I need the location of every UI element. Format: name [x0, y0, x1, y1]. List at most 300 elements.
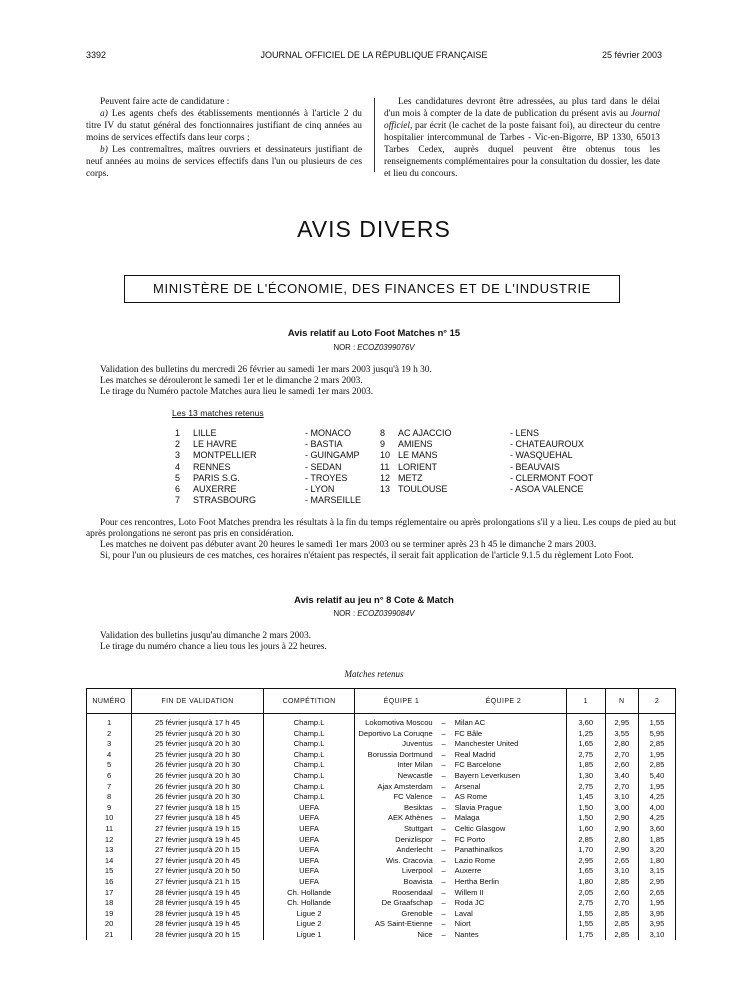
- cell-equipe-2: Bayern Leverkusen: [455, 771, 567, 782]
- table-row: [87, 750, 676, 761]
- cell-cote-2: 3,10: [638, 930, 675, 941]
- cell-cote-1: 1,50: [566, 813, 605, 824]
- cell-cote-1: 1,65: [566, 739, 605, 750]
- team-separator: –: [441, 749, 446, 759]
- cell-cote-1: 3,60: [566, 714, 605, 729]
- cell-equipe-2: Arsenal: [455, 782, 567, 793]
- avis-cote-nor: [0, 609, 748, 618]
- match-away: - CHATEAUROUX: [510, 439, 584, 450]
- left-paragraph-2-text: Les agents chefs des établissements mentionnés à l'article 2 du titre IV du statut général des fonctionnaires justifiant de cinq années au moins de services effectifs dans leur corps ;: [86, 109, 362, 143]
- matches-table-title: Matches retenus: [344, 669, 404, 679]
- avis-loto-nor: [0, 343, 748, 352]
- match-home: LILLE: [193, 428, 217, 438]
- table-row: [87, 877, 676, 888]
- table-body: [87, 714, 676, 941]
- cell-cote-2: 3,95: [638, 909, 675, 920]
- cell-competition: Champ.L: [263, 714, 355, 729]
- cell-competition: Champ.L: [263, 771, 355, 782]
- team-1-name: Juventus: [402, 739, 433, 749]
- cell-cote-n: 2,70: [605, 898, 638, 909]
- cell-fin-validation: 26 février jusqu'à 20 h 30: [132, 792, 263, 803]
- match-away: - LENS: [510, 428, 540, 438]
- cell-cote-1: 1,25: [566, 729, 605, 740]
- cell-equipe-1: [355, 714, 455, 729]
- team-separator: –: [441, 781, 446, 791]
- table-row: [87, 888, 676, 899]
- cell-cote-1: 1,45: [566, 792, 605, 803]
- cell-cote-2: 2,85: [638, 739, 675, 750]
- table-row: [87, 919, 676, 930]
- cell-cote-n: 3,55: [605, 729, 638, 740]
- cell-equipe-1: [355, 888, 455, 899]
- cell-competition: Ligue 1: [263, 930, 355, 941]
- cell-cote-n: 3,00: [605, 803, 638, 814]
- table-row: [87, 739, 676, 750]
- cell-fin-validation: 26 février jusqu'à 20 h 30: [132, 782, 263, 793]
- cell-competition: Ligue 2: [263, 919, 355, 930]
- col-header: ÉQUIPE 1: [383, 697, 420, 705]
- team-separator: –: [441, 770, 446, 780]
- table-row: [87, 930, 676, 941]
- cell-equipe-2: Malaga: [455, 813, 567, 824]
- col-header: 1: [566, 689, 605, 714]
- avis-cote-intro: [86, 631, 676, 653]
- cell-equipe-2: Real Madrid: [455, 750, 567, 761]
- team-1-name: Wis. Cracovia: [385, 855, 433, 865]
- cell-cote-2: 1,95: [638, 750, 675, 761]
- cell-equipe-2: Slavia Prague: [455, 803, 567, 814]
- cell-competition: UEFA: [263, 813, 355, 824]
- cell-competition: UEFA: [263, 803, 355, 814]
- team-1-name: Besiktas: [403, 802, 433, 812]
- nor-label: NOR :: [333, 343, 358, 352]
- cell-numero: 1: [87, 714, 132, 729]
- cell-cote-n: 2,95: [605, 714, 638, 729]
- cell-cote-2: 2,85: [638, 760, 675, 771]
- cell-fin-validation: 28 février jusqu'à 19 h 45: [132, 888, 263, 899]
- match-number: 8: [380, 428, 386, 438]
- team-1-name: Denizlispor: [395, 834, 433, 844]
- match-number: 5: [175, 472, 181, 483]
- cell-cote-n: 2,85: [605, 919, 638, 930]
- cell-cote-2: 2,95: [638, 877, 675, 888]
- cell-numero: 18: [87, 898, 132, 909]
- cell-equipe-2: Panathinaïkos: [455, 845, 567, 856]
- team-separator: –: [441, 834, 446, 844]
- cell-fin-validation: 27 février jusqu'à 19 h 15: [132, 824, 263, 835]
- cell-competition: Champ.L: [263, 760, 355, 771]
- right-column: [384, 96, 660, 180]
- match-away: - SEDAN: [305, 461, 342, 472]
- cell-numero: 20: [87, 919, 132, 930]
- cell-numero: 15: [87, 866, 132, 877]
- cell-cote-n: 2,70: [605, 750, 638, 761]
- cell-numero: 7: [87, 782, 132, 793]
- cell-cote-2: 5,95: [638, 729, 675, 740]
- match-row: [380, 428, 610, 439]
- match-row: [175, 450, 405, 461]
- match-away: - CLERMONT FOOT: [510, 472, 594, 483]
- matches-list-left: [175, 428, 405, 506]
- letter-b: b): [100, 145, 108, 155]
- page-number: 3392: [86, 50, 107, 60]
- table-row: [87, 782, 676, 793]
- cell-equipe-1: [355, 771, 455, 782]
- cell-numero: 19: [87, 909, 132, 920]
- table-row: [87, 771, 676, 782]
- cell-numero: 3: [87, 739, 132, 750]
- match-away: - LYON: [305, 483, 335, 494]
- cell-fin-validation: 27 février jusqu'à 20 h 50: [132, 866, 263, 877]
- cell-fin-validation: 28 février jusqu'à 19 h 45: [132, 909, 263, 920]
- cell-cote-n: 2,65: [605, 856, 638, 867]
- cell-competition: UEFA: [263, 824, 355, 835]
- team-separator: –: [441, 823, 446, 833]
- team-separator: –: [441, 855, 446, 865]
- cell-cote-2: 1,80: [638, 856, 675, 867]
- cell-competition: UEFA: [263, 866, 355, 877]
- cell-cote-n: 2,85: [605, 877, 638, 888]
- cell-equipe-2: FC Bâle: [455, 729, 567, 740]
- cell-cote-1: 1,80: [566, 877, 605, 888]
- match-away: - BEAUVAIS: [510, 461, 560, 472]
- cell-equipe-1: [355, 930, 455, 941]
- team-separator: –: [441, 876, 446, 886]
- cell-equipe-2: Nantes: [455, 930, 567, 941]
- cell-cote-2: 5,40: [638, 771, 675, 782]
- match-away: - MARSEILLE: [305, 495, 362, 506]
- cell-cote-1: 1,55: [566, 919, 605, 930]
- cell-equipe-2: FC Porto: [455, 835, 567, 846]
- cell-cote-1: 1,75: [566, 930, 605, 941]
- cell-equipe-1: [355, 835, 455, 846]
- team-1-name: Anderlecht: [396, 845, 433, 855]
- col-header: COMPÉTITION: [263, 689, 355, 714]
- team-1-name: Stuttgart: [403, 823, 433, 833]
- cell-equipe-1: [355, 919, 455, 930]
- col-header: NUMÉRO: [87, 689, 132, 714]
- table-row: [87, 729, 676, 740]
- matches-list-title: Les 13 matches retenus: [172, 408, 264, 418]
- cell-equipe-1: [355, 750, 455, 761]
- team-1-name: FC Valence: [393, 792, 433, 802]
- team-1-name: Liverpool: [401, 866, 433, 876]
- cell-cote-1: 1,55: [566, 909, 605, 920]
- cell-cote-2: 4,25: [638, 792, 675, 803]
- nor-label: NOR :: [333, 609, 358, 618]
- col-header: FIN DE VALIDATION: [132, 689, 263, 714]
- cell-cote-2: 3,95: [638, 919, 675, 930]
- intro-line: Validation des bulletins du mercredi 26 février au samedi 1er mars 2003 jusqu'à 19 h 30.: [100, 365, 432, 375]
- cell-cote-2: 2,65: [638, 888, 675, 899]
- publication-date: 25 février 2003: [601, 50, 662, 60]
- cell-cote-1: 1,50: [566, 803, 605, 814]
- cell-equipe-2: Celtic Glasgow: [455, 824, 567, 835]
- match-away: - GUINGAMP: [305, 450, 360, 461]
- cell-fin-validation: 27 février jusqu'à 20 h 15: [132, 845, 263, 856]
- col-header: N: [605, 689, 638, 714]
- rule-paragraph: Les matches ne doivent pas débuter avant 20 heures le samedi 1er mars 2003 ou se terminer après 23 h 45 le dimanche 2 mars 2003.: [100, 540, 597, 550]
- cell-fin-validation: 27 février jusqu'à 18 h 15: [132, 803, 263, 814]
- right-paragraph-b: par écrit (le cachet de la poste faisant foi), au directeur du centre hospitalier intercommunal de Tarbes - Vic-en-Bigorre, BP 1330, 65013 Tarbes Cedex, auprès duquel peuvent être obtenus tous les renseignements complémentaires pour la consultation du dossier, les date et lieu du concours.: [384, 121, 660, 179]
- cell-fin-validation: 27 février jusqu'à 20 h 45: [132, 856, 263, 867]
- match-home: METZ: [398, 472, 423, 483]
- team-1-name: Grenoble: [401, 908, 433, 918]
- intro-line: Les matches se dérouleront le samedi 1er et le dimanche 2 mars 2003.: [100, 376, 363, 386]
- cell-numero: 17: [87, 888, 132, 899]
- cell-fin-validation: 25 février jusqu'à 20 h 30: [132, 739, 263, 750]
- table-header-row: [87, 689, 676, 714]
- cell-competition: Champ.L: [263, 782, 355, 793]
- left-paragraph-3: [86, 144, 362, 180]
- team-separator: –: [441, 919, 446, 929]
- match-row: [380, 484, 610, 495]
- journal-officiel-italic: Journal officiel,: [384, 109, 660, 131]
- cell-competition: Ligue 2: [263, 909, 355, 920]
- cell-numero: 4: [87, 750, 132, 761]
- cell-cote-1: 1,30: [566, 771, 605, 782]
- cell-fin-validation: 26 février jusqu'à 20 h 30: [132, 760, 263, 771]
- cell-numero: 21: [87, 930, 132, 941]
- cell-competition: Champ.L: [263, 739, 355, 750]
- team-1-name: Newcastle: [397, 770, 433, 780]
- match-home: AMIENS: [398, 439, 433, 450]
- cell-equipe-1: [355, 909, 455, 920]
- cell-fin-validation: 28 février jusqu'à 19 h 45: [132, 898, 263, 909]
- cell-fin-validation: 28 février jusqu'à 19 h 45: [132, 919, 263, 930]
- cell-fin-validation: 27 février jusqu'à 19 h 45: [132, 835, 263, 846]
- rule-paragraph: Si, pour l'un ou plusieurs de ces matches, ces horaires n'étaient pas respectés, il serait fait application de l'article 9.1.5 du règlement Loto Foot.: [100, 551, 634, 561]
- cell-equipe-2: FC Barcelone: [455, 760, 567, 771]
- cell-competition: Ch. Hollande: [263, 888, 355, 899]
- cell-cote-n: 3,40: [605, 771, 638, 782]
- cell-equipe-2: Manchester United: [455, 739, 567, 750]
- cell-equipe-1: [355, 845, 455, 856]
- team-separator: –: [441, 760, 446, 770]
- cell-fin-validation: 27 février jusqu'à 18 h 45: [132, 813, 263, 824]
- match-row: [380, 462, 610, 473]
- cell-equipe-1: [355, 803, 455, 814]
- table-row: [87, 909, 676, 920]
- team-separator: –: [441, 802, 446, 812]
- cell-cote-1: 1,60: [566, 824, 605, 835]
- cell-cote-1: 2,85: [566, 835, 605, 846]
- team-1-name: Deportivo La Coruqne: [358, 728, 433, 738]
- cell-cote-2: 1,95: [638, 782, 675, 793]
- table-row: [87, 803, 676, 814]
- cell-cote-1: 2,75: [566, 898, 605, 909]
- cell-numero: 6: [87, 771, 132, 782]
- match-number: 11: [380, 461, 390, 472]
- cell-cote-n: 2,60: [605, 888, 638, 899]
- team-separator: –: [441, 792, 446, 802]
- match-away: - ASOA VALENCE: [510, 483, 584, 494]
- match-number: 10: [380, 450, 391, 461]
- cell-cote-1: 1,65: [566, 866, 605, 877]
- cell-competition: UEFA: [263, 856, 355, 867]
- col-header: 2: [638, 689, 675, 714]
- ministry-heading: MINISTÈRE DE L'ÉCONOMIE, DES FINANCES ET DE L'INDUSTRIE: [124, 275, 620, 303]
- cell-numero: 11: [87, 824, 132, 835]
- left-paragraph-3-text: Les contremaîtres, maîtres ouvriers et dessinateurs justifiant de neuf années au moins de services effectifs dans l'un ou plusieurs de ces corps.: [86, 145, 362, 179]
- cell-numero: 8: [87, 792, 132, 803]
- match-row: [175, 484, 405, 495]
- avis-loto-title: Avis relatif au Loto Foot Matches n° 15: [287, 327, 461, 338]
- match-home: LE MANS: [398, 450, 438, 461]
- table-row: [87, 824, 676, 835]
- cell-numero: 5: [87, 760, 132, 771]
- match-home: STRASBOURG: [193, 495, 257, 506]
- match-home: TOULOUSE: [398, 483, 448, 494]
- cell-fin-validation: 25 février jusqu'à 17 h 45: [132, 714, 263, 729]
- match-number: 7: [175, 495, 181, 506]
- cell-equipe-2: Hertha Berlin: [455, 877, 567, 888]
- match-away: - BASTIA: [305, 439, 343, 450]
- match-number: 13: [380, 483, 391, 494]
- cell-cote-2: 4,25: [638, 813, 675, 824]
- cell-equipe-1: [355, 813, 455, 824]
- team-1-name: Roosendaal: [392, 887, 433, 897]
- cell-equipe-1: [355, 739, 455, 750]
- rule-paragraph: Pour ces rencontres, Loto Foot Matches prendra les résultats à la fin du temps réglementaire ou après prolongations s'il y a lieu. Les coups de pied au but après prolongations ne seront pas pris en considération.: [86, 518, 676, 539]
- cell-numero: 13: [87, 845, 132, 856]
- match-home: AUXERRE: [193, 483, 237, 494]
- match-row: [380, 439, 610, 450]
- cell-cote-2: 1,85: [638, 835, 675, 846]
- matches-list-right: [380, 428, 610, 495]
- match-away: - MONACO: [305, 428, 351, 438]
- team-separator: –: [441, 845, 446, 855]
- cell-cote-n: 2,90: [605, 845, 638, 856]
- cell-cote-1: 1,85: [566, 760, 605, 771]
- cell-numero: 2: [87, 729, 132, 740]
- nor-code: ECOZ0399076V: [357, 343, 415, 352]
- avis-loto-rules: [86, 518, 676, 562]
- nor-code: ECOZ0399084V: [357, 609, 415, 618]
- table-row: [87, 866, 676, 877]
- cell-cote-n: 2,80: [605, 835, 638, 846]
- table-row: [87, 792, 676, 803]
- cell-cote-n: 2,90: [605, 824, 638, 835]
- match-number: 1: [175, 428, 181, 438]
- match-number: 9: [380, 439, 386, 450]
- table-row: [87, 813, 676, 824]
- team-1-name: Inter Milan: [397, 760, 433, 770]
- cell-fin-validation: 27 février jusqu'à 21 h 15: [132, 877, 263, 888]
- table-row: [87, 856, 676, 867]
- cell-cote-1: 2,75: [566, 750, 605, 761]
- cell-competition: UEFA: [263, 845, 355, 856]
- cell-equipe-1: [355, 782, 455, 793]
- table-row: [87, 760, 676, 771]
- team-separator: –: [441, 739, 446, 749]
- cell-numero: 12: [87, 835, 132, 846]
- section-title: AVIS DIVERS: [297, 216, 451, 242]
- cell-equipe-2: Niort: [455, 919, 567, 930]
- cell-equipe-1: [355, 856, 455, 867]
- table-row: [87, 835, 676, 846]
- cell-cote-1: 1,70: [566, 845, 605, 856]
- cell-cote-2: 1,95: [638, 898, 675, 909]
- cell-competition: Champ.L: [263, 729, 355, 740]
- cell-equipe-1: [355, 824, 455, 835]
- cell-cote-1: 2,05: [566, 888, 605, 899]
- cell-cote-n: 2,80: [605, 739, 638, 750]
- col-header: ÉQUIPE 2: [485, 697, 522, 705]
- intro-line: Le tirage du numéro chance a lieu tous les jours à 22 heures.: [100, 642, 327, 652]
- match-number: 6: [175, 483, 181, 494]
- cell-cote-2: 3,15: [638, 866, 675, 877]
- cell-cote-2: 3,20: [638, 845, 675, 856]
- cell-numero: 14: [87, 856, 132, 867]
- table-row: [87, 898, 676, 909]
- intro-line: Validation des bulletins jusqu'au dimanche 2 mars 2003.: [100, 631, 312, 641]
- cell-cote-2: 1,55: [638, 714, 675, 729]
- cell-fin-validation: 28 février jusqu'à 20 h 15: [132, 930, 263, 941]
- team-1-name: Borussia Dortmund: [367, 749, 433, 759]
- cell-equipe-1: [355, 877, 455, 888]
- team-separator: –: [441, 813, 446, 823]
- cell-cote-1: 2,75: [566, 782, 605, 793]
- cell-competition: Champ.L: [263, 792, 355, 803]
- team-separator: –: [441, 728, 446, 738]
- cell-equipe-1: [355, 760, 455, 771]
- team-1-name: De Graafschap: [381, 898, 433, 908]
- right-paragraph: [384, 96, 660, 180]
- match-row: [175, 473, 405, 484]
- cell-competition: UEFA: [263, 835, 355, 846]
- cell-cote-1: 2,95: [566, 856, 605, 867]
- cell-cote-2: 3,60: [638, 824, 675, 835]
- letter-a: a): [100, 109, 108, 119]
- match-row: [380, 473, 610, 484]
- right-paragraph-a: Les candidatures devront être adressées, au plus tard dans le délai d'un mois à compter de la date de publication du présent avis au: [384, 97, 660, 119]
- match-home: LORIENT: [398, 461, 438, 472]
- cell-competition: Ch. Hollande: [263, 898, 355, 909]
- match-home: RENNES: [193, 461, 231, 472]
- match-number: 12: [380, 472, 391, 483]
- cell-fin-validation: 26 février jusqu'à 20 h 30: [132, 771, 263, 782]
- cell-equipe-2: Auxerre: [455, 866, 567, 877]
- cell-equipe-1: [355, 866, 455, 877]
- cell-numero: 9: [87, 803, 132, 814]
- match-number: 3: [175, 450, 181, 461]
- cell-fin-validation: 25 février jusqu'à 20 h 30: [132, 750, 263, 761]
- match-home: LE HAVRE: [193, 439, 237, 450]
- avis-cote-title: Avis relatif au jeu n° 8 Cote & Match: [294, 594, 454, 605]
- avis-loto-intro: [86, 365, 676, 398]
- cell-cote-n: 2,70: [605, 782, 638, 793]
- table-row: [87, 714, 676, 729]
- team-separator: –: [441, 887, 446, 897]
- team-1-name: Ajax Amsterdam: [377, 781, 433, 791]
- cell-equipe-1: [355, 792, 455, 803]
- cell-fin-validation: 25 février jusqu'à 20 h 30: [132, 729, 263, 740]
- cell-cote-n: 2,85: [605, 930, 638, 941]
- match-row: [175, 495, 405, 506]
- team-1-name: AEK Athènes: [387, 813, 433, 823]
- cell-cote-n: 2,60: [605, 760, 638, 771]
- team-separator: –: [441, 718, 446, 727]
- match-away: - WASQUEHAL: [510, 450, 573, 461]
- team-separator: –: [441, 898, 446, 908]
- cell-cote-n: 2,90: [605, 813, 638, 824]
- cell-cote-2: 4,00: [638, 803, 675, 814]
- col-header-teams: [355, 689, 566, 714]
- cell-numero: 16: [87, 877, 132, 888]
- cell-cote-n: 3,10: [605, 792, 638, 803]
- match-home: AC AJACCIO: [398, 428, 452, 438]
